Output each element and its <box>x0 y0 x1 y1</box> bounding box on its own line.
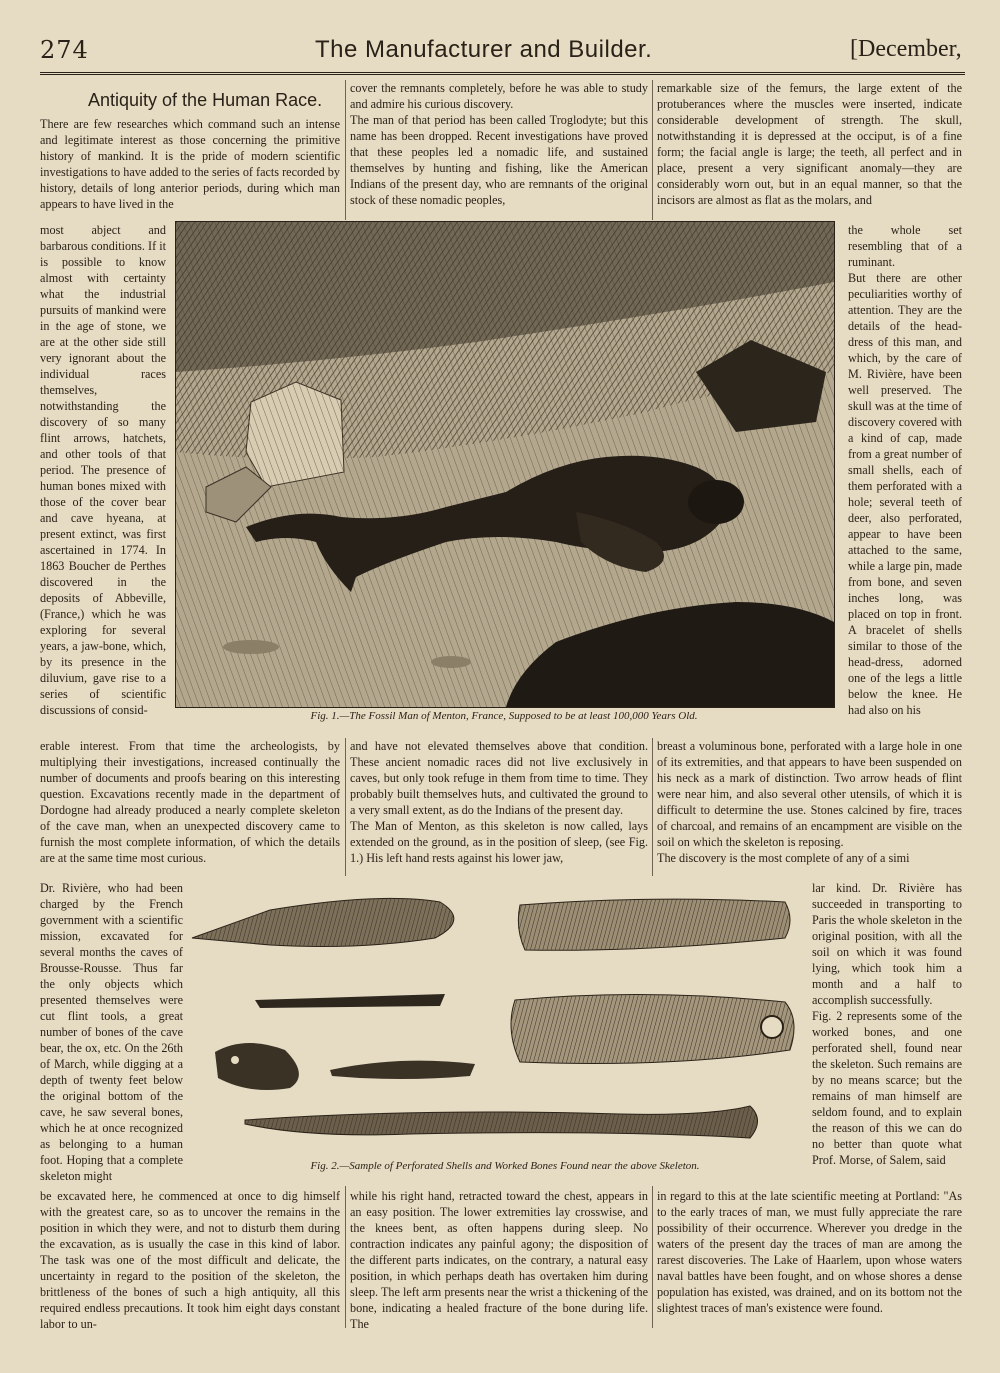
col3-mid-text: breast a voluminous bone, perforated with a large hole in one of its extremities, and that appears to have been suspended on his neck as a mark of distinction. Two arrow heads of flint were near him, and also several other utensils, of which it is difficult to determine the use. Stones calcined by fire, traces of charcoal, and remains of an encampment are visible on the soil on which the skeleton is reposing. The discovery is the most complete of any of a simi <box>657 739 962 865</box>
skeleton-illustration <box>176 222 834 707</box>
col1-mid-text: erable interest. From that time the archeologists, by multiplying their investigations, increased continually the number of documents and proofs bearing on this interesting question. Excavations recently made in the department of Dordogne had already produced a nearly complete skeleton of the cave man, when an unexpected discovery came to furnish the most complete information, of which the details are at the same time most curious. <box>40 739 340 865</box>
column-divider <box>345 738 346 876</box>
col1-bottom-text: be excavated here, he commenced at once to dig himself with the greatest care, so as to uncover the remains in the position in which they were, and not to disturb them during the excavation, as is usually the case in this kind of labor. The task was one of the most difficult and delicate, the uncertainty in regard to the position of the skeleton, the brittleness of the bones of such a high antiquity, all this required endless precautions. It took him eight days constant labor to un- <box>40 1189 340 1330</box>
column-divider <box>345 1186 346 1328</box>
worked-bones-engraving <box>190 890 800 1160</box>
page-number: 274 <box>40 36 89 64</box>
col3-narrow-text: the whole set resembling that of a ruminant. But there are other peculiarities worthy of attention. They are the details of the head-dress of this man, and which, by the care of M. Rivière, have been well preserved. The skull was at the time of discovery covered with a kind of cap, made from a great number of small shells, each of them perforated with a hole; several teeth of deer, also perforated, appear to have been attached to the same, while a large pin, made from bone, and seven inches long, was placed on top in front. A bracelet of shells similar to those of the head-dress, adorned one of the legs a little below the knee. He had also on his <box>848 223 962 717</box>
column-divider <box>652 738 653 876</box>
col1-lower-text: Dr. Rivière, who had been charged by the French government with a scientific mission, excavated for several months the caves of Brousse-Rousse. Thus far the only objects which presented themselves were cut flint tools, a great number of bones of the cave bear, the ox, etc. On the 26th of March, while digging at a depth of twenty feet below the original bottom of the cave, he saw several bones, which he at once recognized as belonging to a human foot. Hoping that a complete skeleton might <box>40 881 183 1183</box>
figure1-caption: Fig. 1.—The Fossil Man of Menton, France, Supposed to be at least 100,000 Years Old. <box>310 710 698 722</box>
col3-top-text: remarkable size of the femurs, the large extent of the protuberances where the muscles were inserted, indicate considerable development of strength. The skull, notwithstanding it is depressed at the occiput, is of a fine form; the facial angle is large; the teeth, all perfect and in place, present a very significant anomaly—they are considerably worn out, but in an equal manner, so that the incisors are almost as flat as the molars, and <box>657 81 962 207</box>
bones-illustration <box>190 890 800 1160</box>
article-title: Antiquity of the Human Race. <box>88 90 323 110</box>
column-divider <box>652 1186 653 1328</box>
issue-month: [December, <box>850 36 962 62</box>
col1-top-text: There are few researches which command such an intense and legitimate interest as those concerning the primitive history of mankind. It is the pride of modern scientific investigations to have added to the series of facts recorded by history, details of long anterior periods, during which man appears to have lived in the <box>40 117 340 211</box>
column-divider <box>345 80 346 220</box>
header-rule <box>40 72 965 75</box>
fossil-man-engraving <box>175 221 835 708</box>
column-divider <box>652 80 653 220</box>
col2-mid-text: and have not elevated themselves above that condition. These ancient nomadic races did not live exclusively in caves, but only took refuge in them from time to time. They probably built themselves huts, and cultivated the ground to a very small extent, as do the Indians of the present day. The Man of Menton, as this skeleton is now called, lays extended on the ground, as in the position of sleep, (see Fig. 1.) His left hand rests against his lower jaw, <box>350 739 648 865</box>
col2-bottom-text: while his right hand, retracted toward the chest, appears in an easy position. The lower extremities lay crosswise, and the knees bent, as often happens during sleep. No contraction indicates any painful agony; the disposition of the different parts indicates, on the contrary, a natural easy position, in which perhaps death has overtaken him during sleep. The left arm presents near the wrist a thickening of the bone, indicating a healed fracture of the bone during life. The <box>350 1189 648 1330</box>
journal-title: The Manufacturer and Builder. <box>315 36 653 63</box>
col3-bottom-text: in regard to this at the late scientific meeting at Portland: "As to the early traces of man, we must fully appreciate the rare possibility of their occurrence. Wherever you dredge in the waters of the present day the traces of man are among the rarest discoveries. The Lake of Haarlem, upon whose waters naval battles have been fought, and on whose shores a dense population has existed, was drained, and on its bottom not the slightest traces of man's existence were found. <box>657 1189 962 1315</box>
col3-lower-text: lar kind. Dr. Rivière has succeeded in transporting to Paris the whole skeleton in the original position, with all the soil on which it was found lying, which took him a month and a half to accomplish successfully. Fig. 2 represents some of the worked bones, and one perforated shell, found near the skeleton. Such remains are by no means scarce; but the remains of man himself are seldom found, and to explain the reason of this we can do no better than quote what Prof. Morse, of Salem, said <box>812 881 962 1167</box>
figure2-caption: Fig. 2.—Sample of Perforated Shells and Worked Bones Found near the above Skeleton. <box>310 1160 700 1172</box>
col2-top-text: cover the remnants completely, before he was able to study and admire his curious discovery. The man of that period has been called Troglodyte; but this name has been dropped. Recent investigations have proved that these peoples led a nomadic life, and sustained themselves by hunting and fishing, like the American Indians of the present day, who are remnants of the original stock of these nomadic peoples, <box>350 81 648 207</box>
col1-narrow-text: most abject and barbarous conditions. If it is possible to know almost with certainty what the industrial pursuits of mankind were in the age of stone, we are at the other side still very ignorant about the individual races themselves, notwithstanding the discovery of so many flint arrows, hatchets, and other tools of that period. The presence of human bones mixed with those of the cover bear and cave hyeana, at present extinct, was first ascertained in 1774. In 1863 Boucher de Perthes discovered in the deposits of Abbeville, (France,) which he was exploring for several years, a jaw-bone, which, by its presence in the diluvium, gave rise to a series of scientific discussions of consid- <box>40 223 166 717</box>
